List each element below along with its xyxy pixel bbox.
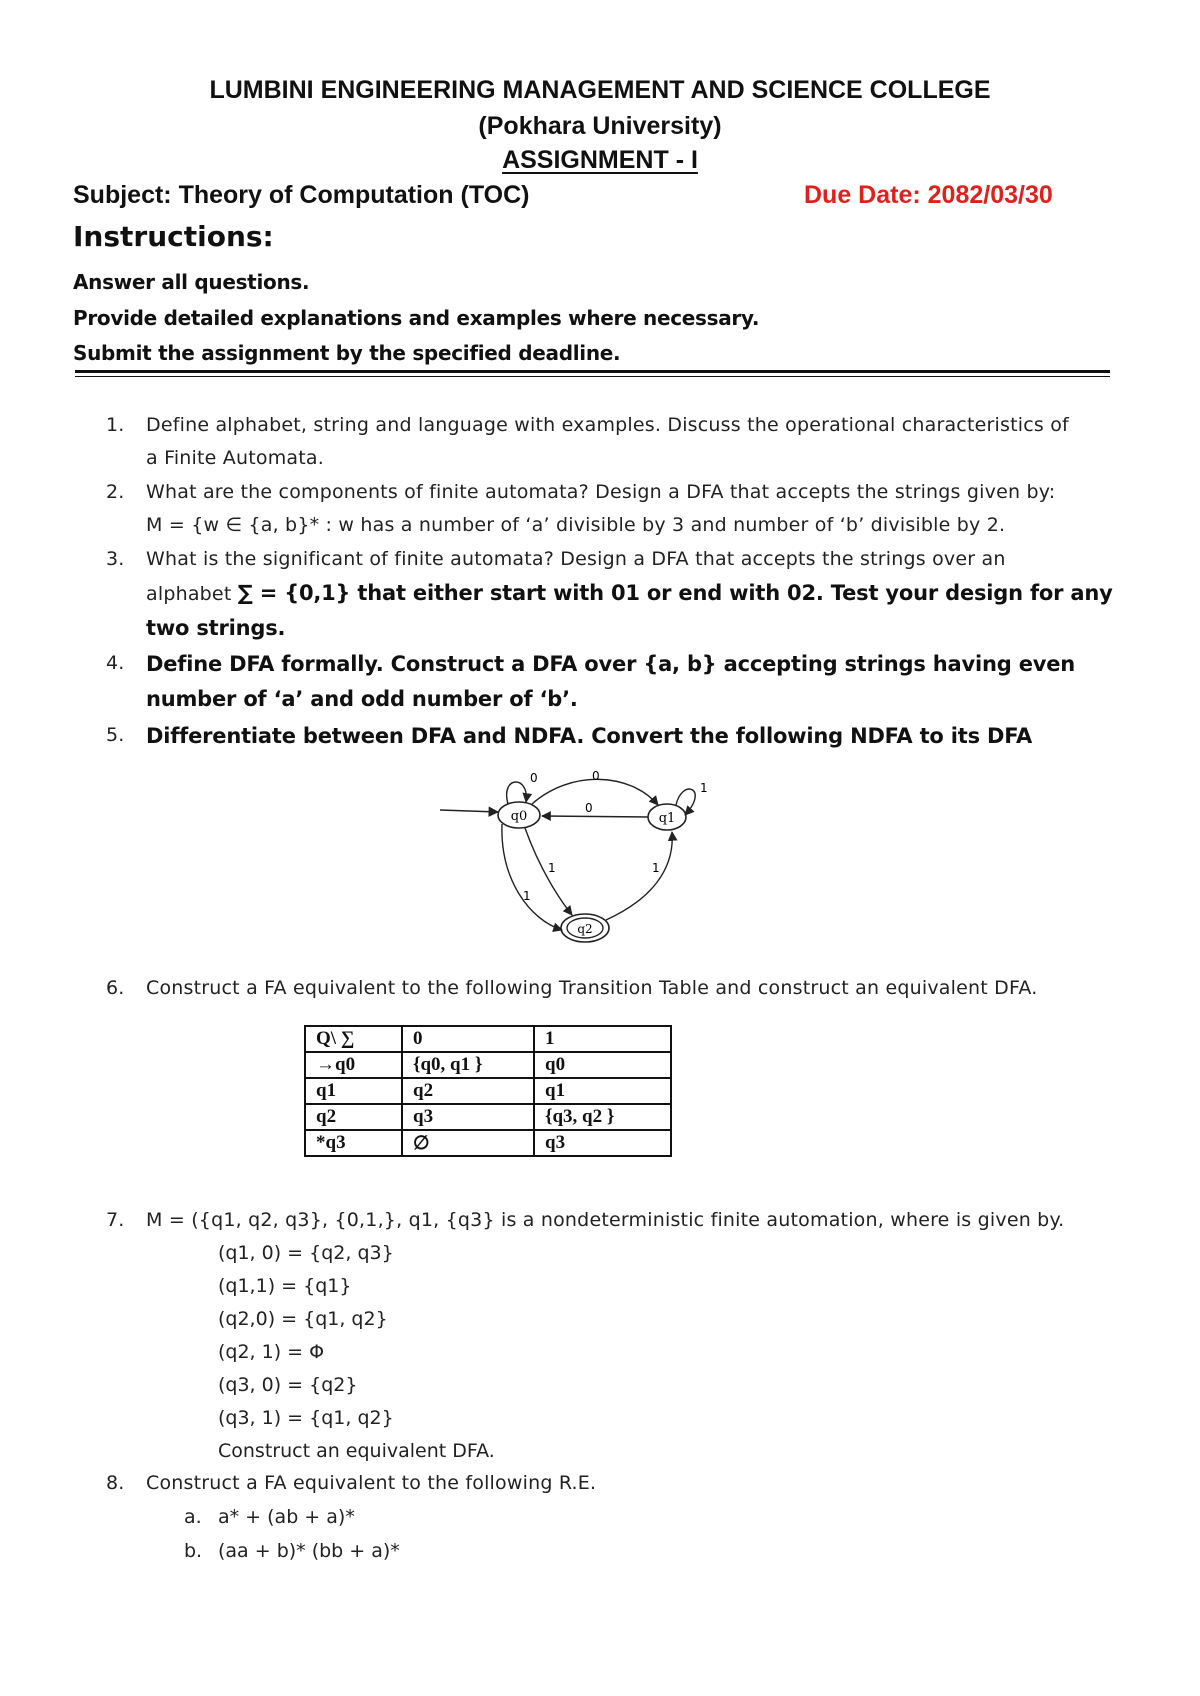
question-number: 7.	[106, 1209, 125, 1231]
question-text: Construct a FA equivalent to the following Transition Table and construct an equivalent DFA.	[146, 977, 1038, 999]
due-date: Due Date: 2082/03/30	[804, 181, 1053, 209]
question-text-bold: number of ‘a’ and odd number of ‘b’.	[146, 687, 578, 711]
table-row	[305, 1130, 671, 1156]
transition-table	[304, 1025, 672, 1157]
table-cell: q1	[305, 1078, 402, 1104]
transition-line: (q1,1) = {q1}	[218, 1275, 352, 1297]
table-cell: *q3	[305, 1130, 402, 1156]
table-header-cell: 1	[534, 1026, 671, 1052]
edge-q1-q0	[542, 816, 648, 817]
edge-q0-q2-b	[502, 824, 562, 930]
edge-label: 0	[592, 769, 600, 783]
table-cell: q3	[534, 1130, 671, 1156]
question-text-bold: Define DFA formally. Construct a DFA over {a, b} accepting strings having even	[146, 652, 1076, 676]
instruction-item: Submit the assignment by the specified deadline.	[73, 341, 621, 365]
question-text: a Finite Automata.	[146, 447, 325, 469]
university-name: (Pokhara University)	[478, 112, 722, 140]
regex-expression: (aa + b)* (bb + a)*	[218, 1540, 400, 1562]
table-cell: q2	[305, 1104, 402, 1130]
instruction-item: Provide detailed explanations and examples where necessary.	[73, 306, 760, 330]
ndfa-diagram	[430, 760, 730, 960]
question-text: M = {w ∈ {a, b}* : w has a number of ‘a’ divisible by 3 and number of ‘b’ divisible by 2.	[146, 514, 1006, 536]
table-header-row	[305, 1026, 671, 1052]
assignment-title-text: ASSIGNMENT - I	[502, 146, 698, 174]
state-label: q1	[658, 811, 676, 826]
question-text-bold: two strings.	[146, 616, 286, 640]
table-cell: {q3, q2 }	[534, 1104, 671, 1130]
edge-q0-q1	[532, 779, 658, 805]
edge-label: 0	[530, 771, 538, 785]
table-cell: →q0	[305, 1052, 402, 1078]
question-number: 4.	[106, 652, 125, 674]
closing-line: Construct an equivalent DFA.	[218, 1440, 495, 1462]
sub-label: b.	[184, 1540, 203, 1562]
question-text: M = ({q1, q2, q3}, {0,1,}, q1, {q3} is a nondeterministic finite automation, where is given by.	[146, 1209, 1065, 1231]
assignment-title	[0, 146, 1200, 175]
table-row	[305, 1078, 671, 1104]
table-cell: q2	[402, 1078, 534, 1104]
state-label: q0	[510, 809, 528, 824]
instructions-title: Instructions:	[73, 220, 274, 253]
regex-expression: a* + (ab + a)*	[218, 1506, 355, 1528]
question-number: 6.	[106, 977, 125, 999]
edge-label: 1	[652, 861, 660, 875]
question-text: alphabet	[146, 583, 238, 605]
table-cell: q3	[402, 1104, 534, 1130]
question-number: 5.	[106, 724, 125, 746]
subject-line: Subject: Theory of Computation (TOC)	[73, 181, 530, 209]
transition-line: (q2, 1) = Φ	[218, 1341, 325, 1363]
table-cell: {q0, q1 }	[402, 1052, 534, 1078]
table-header-cell: Q\ ∑	[305, 1026, 402, 1052]
transition-line: (q1, 0) = {q2, q3}	[218, 1242, 394, 1264]
transition-line: (q2,0) = {q1, q2}	[218, 1308, 388, 1330]
question-text: What are the components of finite automata? Design a DFA that accepts the strings given by:	[146, 481, 1056, 503]
edge-label: 0	[585, 801, 593, 815]
instruction-item: Answer all questions.	[73, 270, 310, 294]
table-row	[305, 1052, 671, 1078]
college-name: LUMBINI ENGINEERING MANAGEMENT AND SCIENCE COLLEGE	[209, 76, 991, 104]
table-header-cell: 0	[402, 1026, 534, 1052]
transition-table-wrap	[304, 1025, 672, 1157]
table-cell: q0	[534, 1052, 671, 1078]
edge-q1-self	[676, 789, 695, 815]
table-cell: q1	[534, 1078, 671, 1104]
edge-q2-q1	[606, 832, 672, 920]
question-text: Define alphabet, string and language with examples. Discuss the operational characteristics of	[146, 414, 1069, 436]
edge-q0-self	[507, 782, 527, 804]
question-number: 3.	[106, 548, 125, 570]
edge-label: 1	[548, 861, 556, 875]
question-text: What is the significant of finite automata? Design a DFA that accepts the strings over an	[146, 548, 1006, 570]
divider-thin	[75, 376, 1110, 377]
start-arrow	[440, 810, 498, 812]
question-text-bold: Differentiate between DFA and NDFA. Convert the following NDFA to its DFA	[146, 724, 1033, 748]
divider-thick	[75, 370, 1110, 373]
question-text-bold: ∑ = {0,1} that either start with 01 or end with 02. Test your design for any	[237, 581, 1113, 605]
question-number: 8.	[106, 1472, 125, 1494]
edge-label: 1	[523, 889, 531, 903]
transition-line: (q3, 1) = {q1, q2}	[218, 1407, 394, 1429]
state-label: q2	[577, 922, 593, 936]
edge-label: 1	[700, 781, 708, 795]
question-text-mixed	[146, 581, 1113, 605]
question-text: Construct a FA equivalent to the following R.E.	[146, 1472, 597, 1494]
sub-label: a.	[184, 1506, 202, 1528]
transition-line: (q3, 0) = {q2}	[218, 1374, 358, 1396]
table-cell: ∅	[402, 1130, 534, 1156]
table-row	[305, 1104, 671, 1130]
question-number: 1.	[106, 414, 125, 436]
question-number: 2.	[106, 481, 125, 503]
